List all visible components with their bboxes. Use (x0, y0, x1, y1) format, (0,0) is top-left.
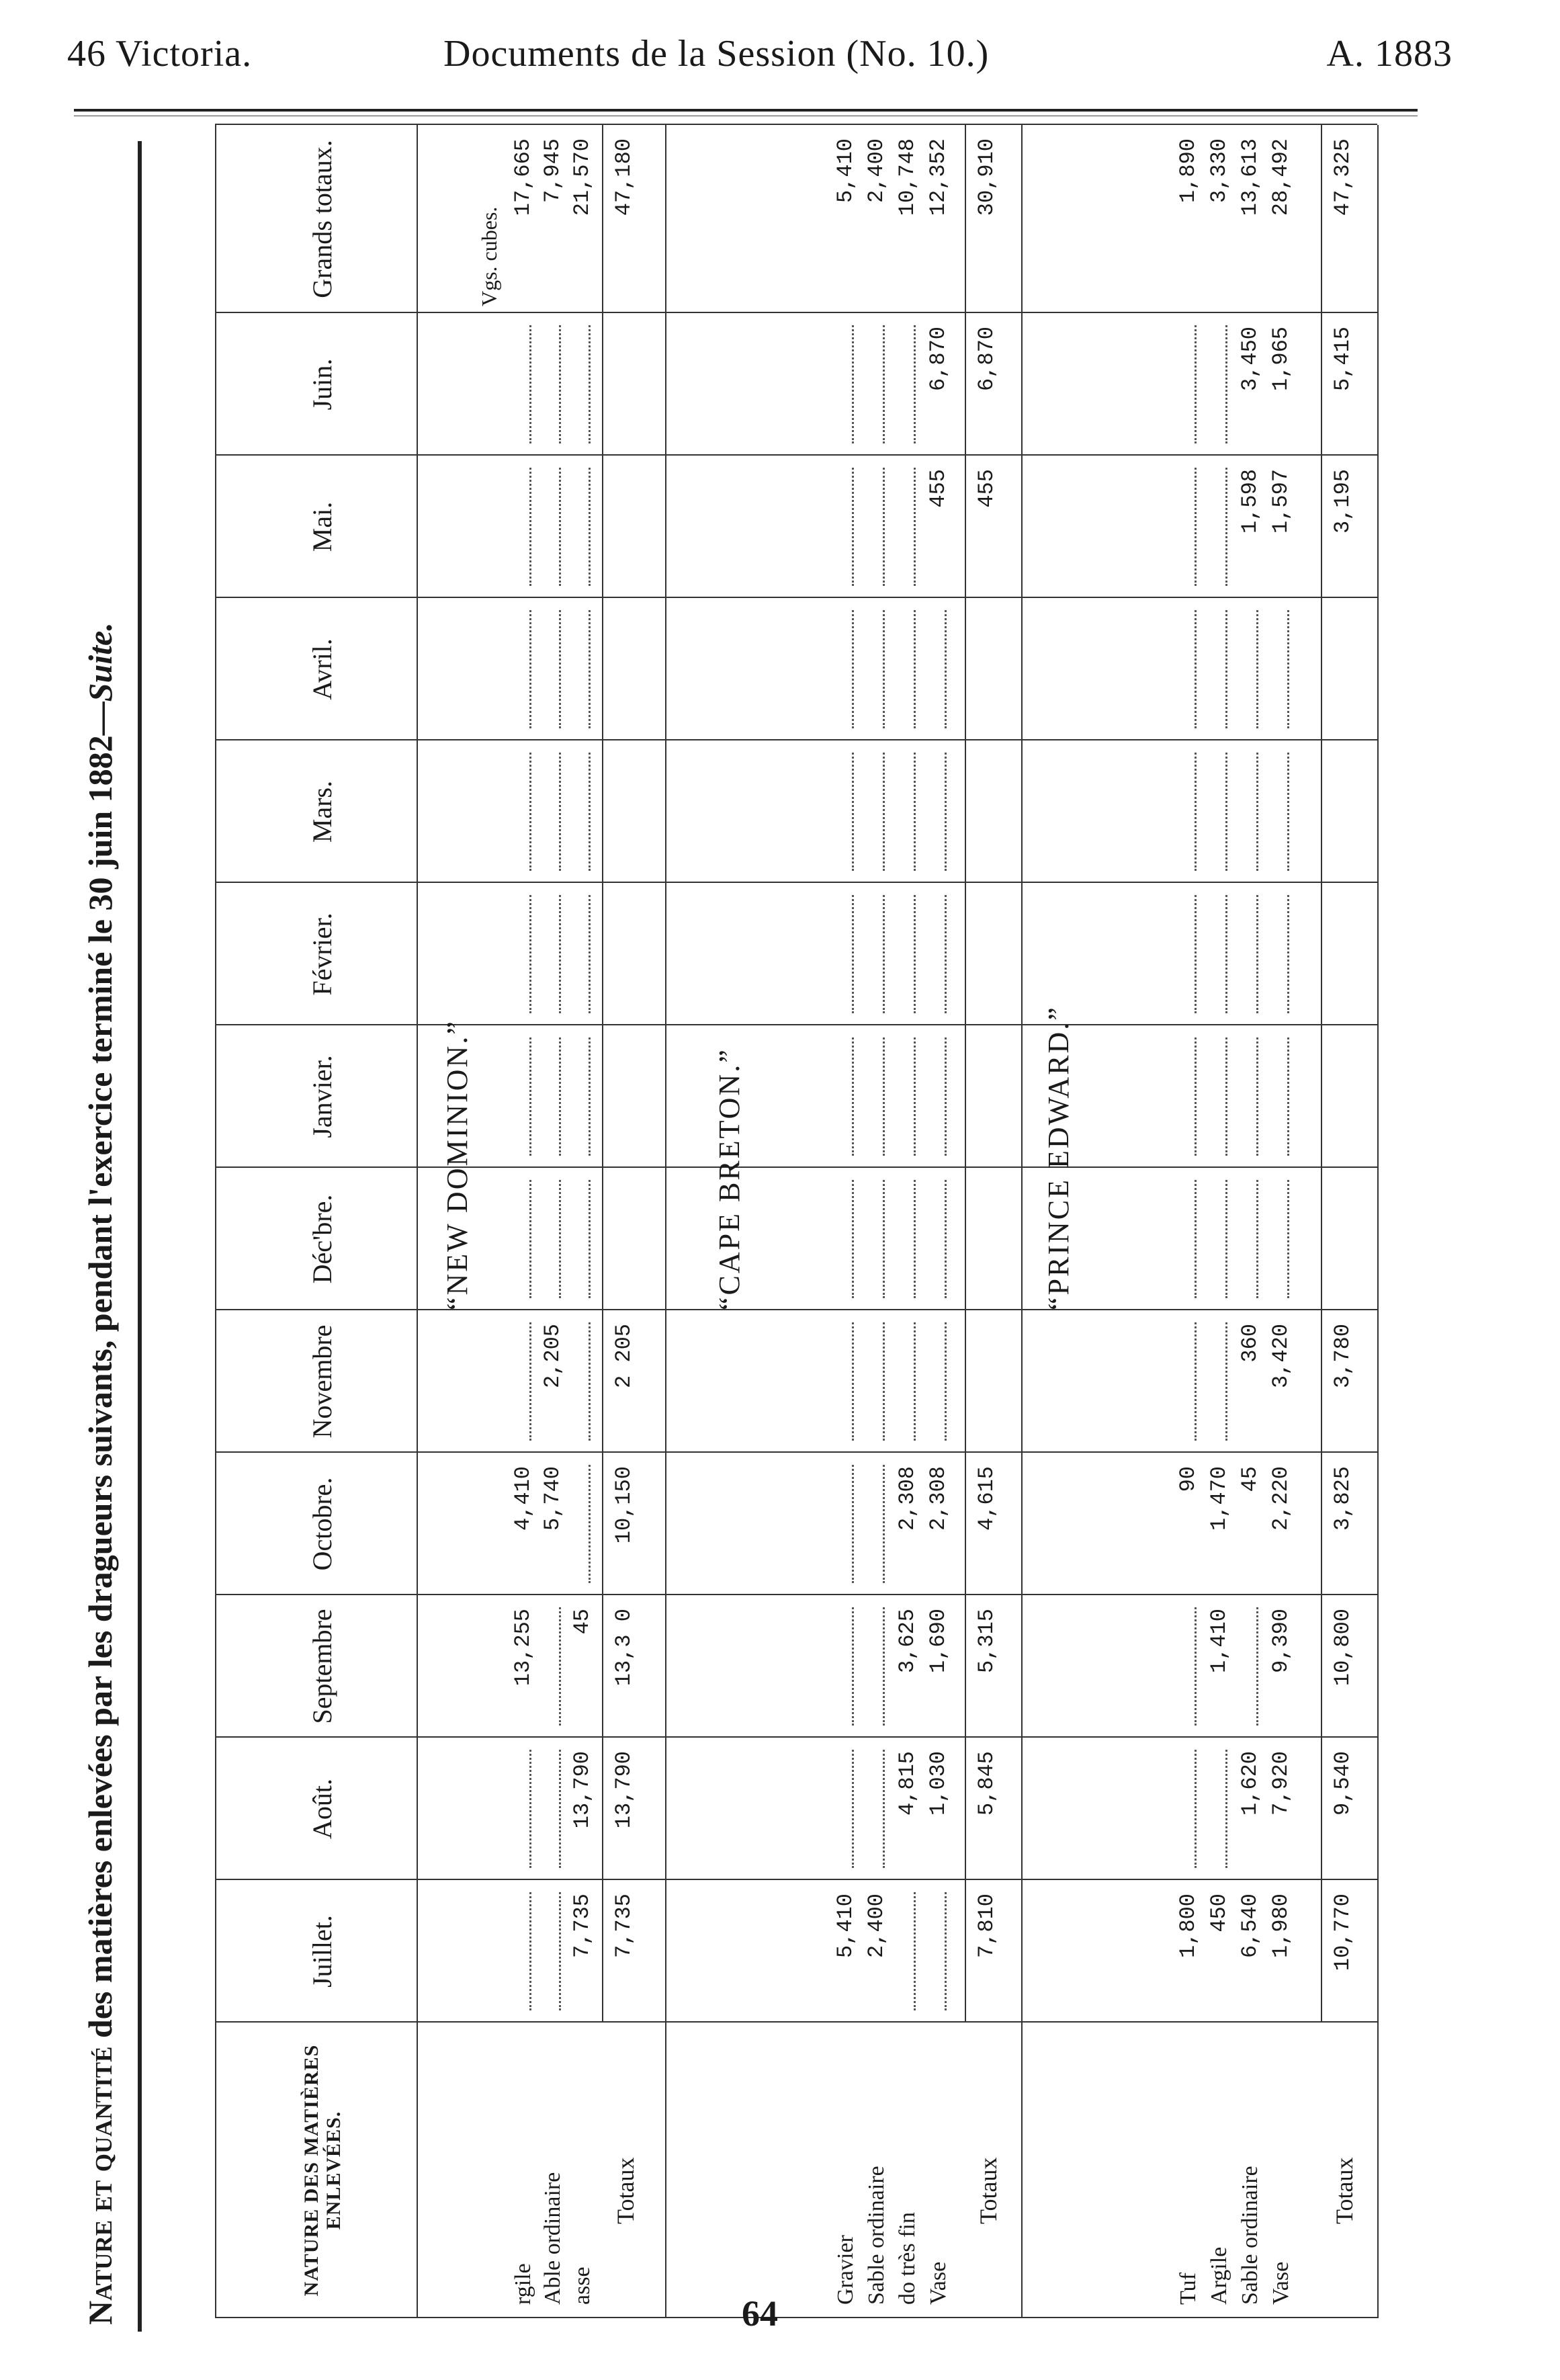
row-grand-total: 2,400 (864, 138, 889, 204)
column-rule (215, 1594, 1377, 1595)
cell-value: 2,308 (895, 1466, 920, 1531)
totals-value: 5,315 (974, 1609, 999, 1674)
row-label: Sable ordinaire (1238, 2166, 1262, 2305)
cell-leader (899, 468, 916, 586)
header-rule (74, 109, 1418, 112)
totals-label: Totaux (975, 2157, 1002, 2224)
rotated-table (74, 134, 1418, 2352)
cell-leader (868, 1465, 885, 1583)
row-grand-total: 13,613 (1238, 138, 1262, 216)
cell-leader (899, 1180, 916, 1298)
column-head-month: Octobre. (307, 1477, 337, 1571)
row-label: Sable ordinaire (864, 2166, 889, 2305)
column-rule (215, 882, 1377, 883)
page-number: 64 (742, 2293, 778, 2334)
cell-leader (1242, 1607, 1258, 1726)
row-label: Vase (1268, 2261, 1293, 2305)
cell-leader (544, 610, 561, 728)
cell-leader (1272, 1180, 1289, 1298)
cell-leader (1272, 1037, 1289, 1156)
cell-leader (515, 468, 531, 586)
cell-leader (1180, 1607, 1197, 1726)
totals-value: 4,615 (974, 1466, 999, 1531)
cell-leader (515, 1892, 531, 2010)
cell-leader (1211, 1750, 1227, 1868)
cell-leader (515, 1322, 531, 1441)
cell-leader (899, 325, 916, 443)
cell-leader (930, 753, 947, 871)
unit-label: Vgs. cubes. (477, 206, 501, 306)
cell-value: 1,800 (1176, 1894, 1201, 1959)
totals-value: 10,150 (611, 1466, 636, 1544)
column-head-month: Mars. (307, 780, 337, 843)
row-label: Gravier (833, 2235, 858, 2305)
cell-value: 45 (1238, 1466, 1262, 1492)
cell-leader (574, 1037, 591, 1156)
cell-leader (837, 1750, 854, 1868)
cell-value: 13,790 (570, 1751, 595, 1829)
column-head-nature: NATURE DES MATIÈRES ENLEVÉES. (300, 2044, 345, 2297)
cell-value: 1,410 (1207, 1609, 1231, 1674)
cell-value: 1,597 (1268, 469, 1293, 534)
row-grand-total: 1,890 (1176, 138, 1201, 204)
cell-leader (1180, 610, 1197, 728)
cell-value: 6,870 (926, 327, 951, 392)
cell-value: 3,450 (1238, 327, 1262, 392)
column-head-month: Juillet. (307, 1915, 337, 1988)
column-rule (215, 124, 1377, 125)
cell-leader (1180, 1750, 1197, 1868)
cell-leader (1211, 895, 1227, 1013)
cell-value: 2,205 (540, 1324, 565, 1389)
section-bottom-rule (665, 125, 666, 2318)
cell-leader (544, 1750, 561, 1868)
cell-value: 1,030 (926, 1751, 951, 1816)
totals-label: Totaux (612, 2157, 639, 2224)
cell-leader (868, 468, 885, 586)
column-rule (215, 739, 1377, 740)
section-title: “PRINCE EDWARD.” (1042, 1005, 1075, 1310)
column-rule (215, 1309, 1377, 1310)
cell-value: 9,390 (1268, 1609, 1293, 1674)
title-body: des matières enlevées par les dragueurs suivants, pendant l'exercice terminé le 30 juin 1882— (81, 702, 119, 2047)
cell-leader (544, 468, 561, 586)
cell-value: 3,625 (895, 1609, 920, 1674)
cell-value: 90 (1176, 1466, 1201, 1492)
table-frame-rule (138, 141, 142, 2332)
cell-leader (574, 1465, 591, 1583)
cell-leader (1211, 610, 1227, 728)
cell-value: 455 (926, 469, 951, 508)
section-bottom-rule (1021, 125, 1023, 2318)
cell-leader (837, 325, 854, 443)
cell-value: 5,740 (540, 1466, 565, 1531)
header-left: 46 Victoria. (67, 33, 253, 75)
row-grand-total: 3,330 (1207, 138, 1231, 204)
cell-leader (1272, 610, 1289, 728)
cell-leader (515, 895, 531, 1013)
cell-leader (515, 1180, 531, 1298)
totals-value: 3,195 (1330, 469, 1355, 534)
row-label: Able ordinaire (540, 2172, 565, 2305)
row-grand-total: 28,492 (1268, 138, 1293, 216)
cell-value: 360 (1238, 1324, 1262, 1363)
cell-value: 5,410 (833, 1894, 858, 1959)
grand-total-value: 30,910 (974, 138, 999, 216)
cell-value: 2,308 (926, 1466, 951, 1531)
cell-leader (574, 325, 591, 443)
cell-leader (930, 1322, 947, 1441)
cell-leader (1180, 753, 1197, 871)
cell-leader (515, 753, 531, 871)
column-head-month: Déc'bre. (307, 1194, 337, 1284)
cell-value: 1,620 (1238, 1751, 1262, 1816)
cell-leader (1242, 895, 1258, 1013)
cell-leader (930, 1180, 947, 1298)
cell-leader (868, 895, 885, 1013)
column-rule (215, 1451, 1377, 1453)
cell-value: 450 (1207, 1894, 1231, 1932)
cell-leader (515, 325, 531, 443)
column-rule (215, 1879, 1377, 1880)
cell-leader (1211, 753, 1227, 871)
cell-leader (837, 895, 854, 1013)
cell-leader (1211, 1180, 1227, 1298)
column-head-month: Septembre (307, 1609, 337, 1724)
title-lead: Nature et quantité (81, 2046, 119, 2325)
totals-value: 3,780 (1330, 1324, 1355, 1389)
column-head-month: Juin. (307, 358, 337, 411)
section-title: “NEW DOMINION.” (441, 1019, 474, 1310)
cell-leader (1180, 468, 1197, 586)
cell-leader (868, 1322, 885, 1441)
cell-value: 1,980 (1268, 1894, 1293, 1959)
totals-value: 10,770 (1330, 1894, 1355, 1971)
totals-value: 9,540 (1330, 1751, 1355, 1816)
grand-total-value: 47,180 (611, 138, 636, 216)
cell-leader (574, 895, 591, 1013)
row-grand-total: 17,665 (511, 138, 535, 216)
column-head-month: Janvier. (307, 1055, 337, 1138)
column-head-month: Novembre (307, 1324, 337, 1439)
cell-leader (837, 1607, 854, 1726)
totals-rule (965, 125, 966, 2023)
cell-leader (1180, 1180, 1197, 1298)
column-head-month: Février. (307, 912, 337, 996)
header-right: A. 1883 (1326, 33, 1453, 75)
cell-leader (930, 1037, 947, 1156)
cell-leader (899, 1322, 916, 1441)
totals-value: 3,825 (1330, 1466, 1355, 1531)
cell-leader (837, 1180, 854, 1298)
cell-leader (837, 753, 854, 871)
column-rule (215, 597, 1377, 598)
totals-label: Totaux (1331, 2157, 1358, 2224)
cell-leader (515, 1750, 531, 1868)
cell-leader (899, 1892, 916, 2010)
totals-rule (602, 125, 603, 2023)
cell-leader (574, 753, 591, 871)
cell-value: 3,420 (1268, 1324, 1293, 1389)
cell-leader (1180, 895, 1197, 1013)
cell-leader (1211, 325, 1227, 443)
cell-value: 4,815 (895, 1751, 920, 1816)
row-grand-total: 5,410 (833, 138, 858, 204)
cell-leader (1272, 753, 1289, 871)
totals-value: 7,735 (611, 1894, 636, 1959)
column-head-month: Août. (307, 1779, 337, 1839)
cell-value: 2,220 (1268, 1466, 1293, 1531)
cell-value: 1,470 (1207, 1466, 1231, 1531)
column-head-grand-total: Grands totaux. (307, 140, 337, 298)
grand-total-value: 47,325 (1330, 138, 1355, 216)
cell-leader (1242, 1037, 1258, 1156)
totals-value: 7,810 (974, 1894, 999, 1959)
cell-leader (544, 753, 561, 871)
cell-value: 1,690 (926, 1609, 951, 1674)
cell-leader (899, 753, 916, 871)
cell-leader (1272, 895, 1289, 1013)
cell-leader (574, 468, 591, 586)
totals-value: 6,870 (974, 327, 999, 392)
column-rule (215, 1166, 1377, 1168)
cell-value: 7,735 (570, 1894, 595, 1959)
row-label: Argile (1207, 2246, 1231, 2305)
cell-leader (1180, 1037, 1197, 1156)
row-label: do très fin (895, 2212, 920, 2305)
cell-leader (544, 1180, 561, 1298)
table-title (81, 175, 120, 2325)
cell-leader (515, 610, 531, 728)
cell-leader (930, 895, 947, 1013)
totals-value: 5,845 (974, 1751, 999, 1816)
cell-leader (899, 895, 916, 1013)
cell-leader (1242, 753, 1258, 871)
row-label: asse (570, 2266, 595, 2305)
cell-leader (868, 1607, 885, 1726)
column-rule (215, 454, 1377, 456)
cell-leader (574, 1180, 591, 1298)
cell-leader (544, 325, 561, 443)
cell-value: 45 (570, 1609, 595, 1635)
cell-leader (868, 753, 885, 871)
cell-value: 13,255 (511, 1609, 535, 1687)
cell-leader (574, 610, 591, 728)
column-rule (215, 1024, 1377, 1025)
row-label: Tuf (1176, 2272, 1201, 2305)
column-rule (215, 2317, 1377, 2318)
cell-leader (1242, 610, 1258, 728)
cell-leader (837, 1465, 854, 1583)
column-head-month: Avril. (307, 638, 337, 700)
section-title: “CAPE BRETON.” (713, 1048, 746, 1310)
title-suite: Suite. (81, 622, 119, 702)
cell-leader (837, 610, 854, 728)
cell-value: 4,410 (511, 1466, 535, 1531)
cell-leader (868, 325, 885, 443)
totals-value: 10,800 (1330, 1609, 1355, 1687)
cell-leader (868, 610, 885, 728)
cell-leader (544, 1607, 561, 1726)
totals-value: 5,415 (1330, 327, 1355, 392)
cell-leader (1211, 1322, 1227, 1441)
totals-value: 2 205 (611, 1324, 636, 1389)
section-bottom-rule (1377, 125, 1379, 2318)
cell-leader (837, 468, 854, 586)
column-head-month: Mai. (307, 501, 337, 552)
totals-value: 13,790 (611, 1751, 636, 1829)
row-grand-total: 10,748 (895, 138, 920, 216)
totals-rule (1321, 125, 1322, 2023)
cell-leader (868, 1180, 885, 1298)
cell-leader (1180, 325, 1197, 443)
row-label: rgile (511, 2263, 535, 2305)
cell-leader (868, 1037, 885, 1156)
cell-value: 1,598 (1238, 469, 1262, 534)
column-rule (215, 1736, 1377, 1738)
cell-leader (930, 1892, 947, 2010)
column-rule (215, 2021, 1377, 2023)
cell-leader (544, 1892, 561, 2010)
cell-leader (544, 1037, 561, 1156)
cell-value: 6,540 (1238, 1894, 1262, 1959)
cell-leader (1211, 1037, 1227, 1156)
cell-leader (837, 1322, 854, 1441)
totals-value: 455 (974, 469, 999, 508)
cell-leader (1242, 1180, 1258, 1298)
cell-leader (899, 610, 916, 728)
cell-value: 7,920 (1268, 1751, 1293, 1816)
cell-leader (1211, 468, 1227, 586)
row-grand-total: 12,352 (926, 138, 951, 216)
cell-leader (1180, 1322, 1197, 1441)
column-rule (215, 312, 1377, 313)
cell-leader (544, 895, 561, 1013)
totals-value: 13,3 0 (611, 1609, 636, 1687)
cell-leader (837, 1037, 854, 1156)
cell-value: 1,965 (1268, 327, 1293, 392)
cell-leader (515, 1037, 531, 1156)
cell-leader (930, 610, 947, 728)
cell-leader (868, 1750, 885, 1868)
row-grand-total: 7,945 (540, 138, 565, 204)
row-grand-total: 21,570 (570, 138, 595, 216)
header-center: Documents de la Session (No. 10.) (443, 33, 990, 75)
cell-leader (574, 1322, 591, 1441)
cell-value: 2,400 (864, 1894, 889, 1959)
cell-leader (899, 1037, 916, 1156)
row-label: Vase (926, 2261, 951, 2305)
